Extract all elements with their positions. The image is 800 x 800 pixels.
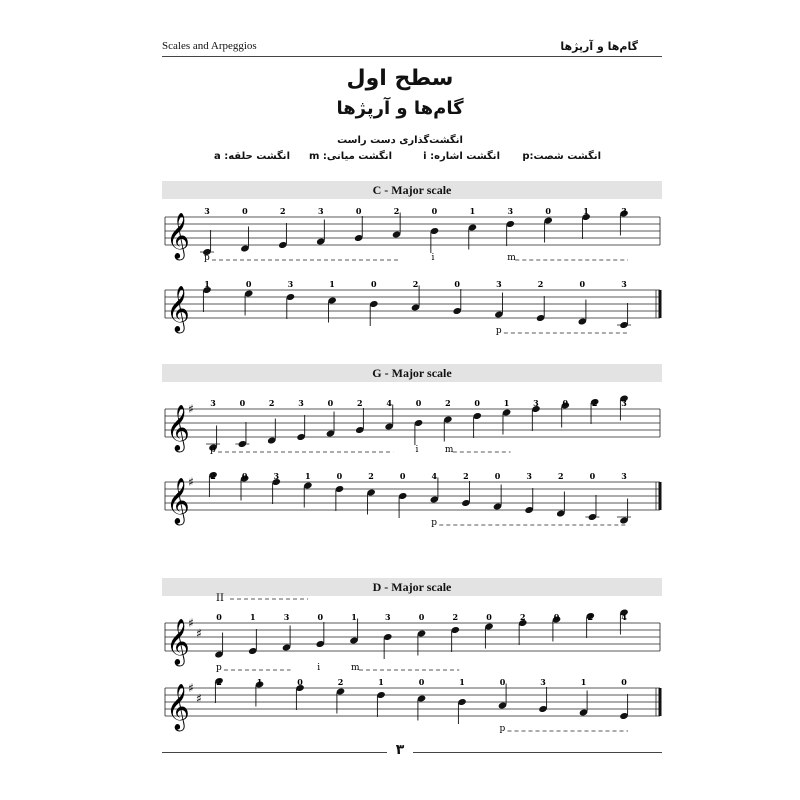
fingering-number: 0 [336, 471, 343, 481]
fingering-number: 0 [418, 612, 425, 622]
fingering-number: 1 [459, 677, 465, 687]
fingering-number: 1 [249, 612, 256, 622]
fingering-number: 0 [562, 398, 569, 408]
fingering-number: 2 [216, 677, 222, 687]
finger-mark-label: i [317, 663, 321, 673]
treble-clef-icon: 𝄞 [166, 478, 190, 524]
finger-mark-label: p [210, 445, 216, 455]
sharp-icon: ♯ [196, 691, 202, 706]
fingering-number: 0 [399, 471, 406, 481]
fingering-number: 3 [384, 612, 391, 622]
sharp-icon: ♯ [196, 626, 202, 641]
fingering-number: 1 [580, 677, 587, 687]
sharp-icon: ♯ [188, 616, 194, 630]
fingering-ring: انگشت حلقه: a [213, 151, 290, 162]
fingering-number: 3 [621, 398, 627, 408]
sharp-icon: ♯ [188, 475, 194, 489]
header-right-title: گام‌ها و آرپژها [560, 40, 638, 53]
sharp-icon: ♯ [188, 681, 194, 695]
finger-mark-label: m [507, 253, 516, 263]
page-subtitle: گام‌ها و آرپژها [336, 98, 464, 119]
fingering-number: 0 [431, 206, 438, 216]
header-left-title: Scales and Arpeggios [162, 40, 257, 52]
fingering-middle: انگشت میانی: m [308, 151, 392, 162]
section-title-d-major: D - Major scale [162, 578, 662, 596]
fingering-number: 2 [393, 206, 400, 216]
fingering-number: 1 [256, 677, 263, 687]
page-number: ۳ [395, 742, 405, 758]
fingering-number: 1 [329, 279, 335, 289]
fingering-number: 3 [621, 206, 627, 216]
position-marker: II [216, 593, 224, 604]
treble-clef-icon: 𝄞 [166, 213, 190, 259]
fingering-number: 2 [356, 398, 363, 408]
fingering-number: 0 [327, 398, 334, 408]
fingering-number: 3 [621, 279, 627, 289]
finger-mark-label: i [431, 253, 435, 263]
treble-clef-icon: 𝄞 [166, 684, 190, 730]
finger-mark-label: m [444, 445, 454, 455]
fingering-number: 0 [245, 279, 252, 289]
fingering-number: 2 [280, 206, 286, 216]
fingering-number: 2 [210, 471, 216, 481]
fingering-number: 0 [494, 471, 501, 481]
fingering-title: انگشت‌گذاری دست راست [337, 135, 463, 146]
fingering-number: 3 [507, 206, 514, 216]
finger-mark-label: p [216, 663, 222, 673]
fingering-number: 2 [445, 398, 451, 408]
fingering-number: 3 [621, 471, 627, 481]
fingering-thumb: انگشت شصت:p [522, 151, 601, 162]
treble-clef-icon: 𝄞 [166, 286, 190, 332]
fingering-number: 0 [297, 677, 303, 687]
finger-mark-label: p [499, 724, 506, 734]
finger-mark-label: p [204, 253, 210, 263]
fingering-number: 3 [204, 206, 210, 216]
fingering-number: 2 [268, 398, 275, 408]
section-title-c-major: C - Major scale [162, 181, 662, 199]
fingering-number: 3 [283, 612, 290, 622]
fingering-number: 0 [545, 206, 551, 216]
fingering-number: 0 [317, 612, 324, 622]
fingering-number: 1 [583, 206, 589, 216]
fingering-number: 0 [242, 206, 248, 216]
fingering-number: 0 [579, 279, 586, 289]
page-title: سطح اول [346, 66, 454, 91]
fingering-number: 3 [496, 279, 502, 289]
fingering-number: 3 [317, 206, 324, 216]
fingering-number: 2 [591, 398, 598, 408]
fingering-number: 2 [537, 279, 544, 289]
fingering-number: 0 [418, 677, 425, 687]
fingering-number: 0 [621, 677, 627, 687]
fingering-number: 2 [452, 612, 459, 622]
sharp-icon: ♯ [188, 402, 194, 416]
fingering-number: 3 [526, 471, 532, 481]
fingering-number: 0 [216, 612, 222, 622]
fingering-number: 4 [621, 612, 627, 622]
fingering-number: 0 [371, 279, 377, 289]
fingering-number: 3 [298, 398, 304, 408]
fingering-number: 3 [287, 279, 294, 289]
fingering-number: 2 [587, 612, 594, 622]
fingering-number: 3 [533, 398, 539, 408]
fingering-number: 0 [589, 471, 596, 481]
fingering-number: 0 [486, 612, 492, 622]
fingering-number: 3 [273, 471, 280, 481]
fingering-number: 1 [469, 206, 476, 216]
fingering-number: 0 [499, 677, 506, 687]
finger-mark-label: p [495, 326, 502, 336]
fingering-number: 2 [412, 279, 419, 289]
fingering-number: 2 [557, 471, 564, 481]
fingering-number: 0 [355, 206, 362, 216]
fingering-number: 0 [415, 398, 422, 408]
finger-mark-label: p [431, 518, 438, 528]
fingering-index: انگشت اشاره: i [423, 151, 500, 162]
fingering-number: 3 [540, 677, 546, 687]
fingering-number: 1 [503, 398, 510, 408]
fingering-number: 4 [386, 398, 392, 408]
fingering-number: 2 [519, 612, 526, 622]
treble-clef-icon: 𝄞 [166, 619, 190, 665]
finger-mark-label: i [415, 445, 419, 455]
fingering-number: 2 [463, 471, 469, 481]
section-title-g-major: G - Major scale [162, 364, 662, 382]
fingering-number: 0 [239, 398, 246, 408]
fingering-number: 0 [553, 612, 560, 622]
fingering-number: 2 [337, 677, 344, 687]
fingering-number: 1 [351, 612, 357, 622]
fingering-number: 0 [474, 398, 481, 408]
fingering-number: 4 [431, 471, 438, 481]
fingering-number: 2 [368, 471, 374, 481]
fingering-number: 1 [305, 471, 311, 481]
finger-mark-label: m [351, 663, 360, 673]
fingering-number: 1 [378, 677, 384, 687]
fingering-number: 0 [241, 471, 248, 481]
fingering-number: 3 [210, 398, 216, 408]
fingering-number: 1 [204, 279, 210, 289]
fingering-number: 0 [454, 279, 460, 289]
treble-clef-icon: 𝄞 [166, 405, 190, 451]
